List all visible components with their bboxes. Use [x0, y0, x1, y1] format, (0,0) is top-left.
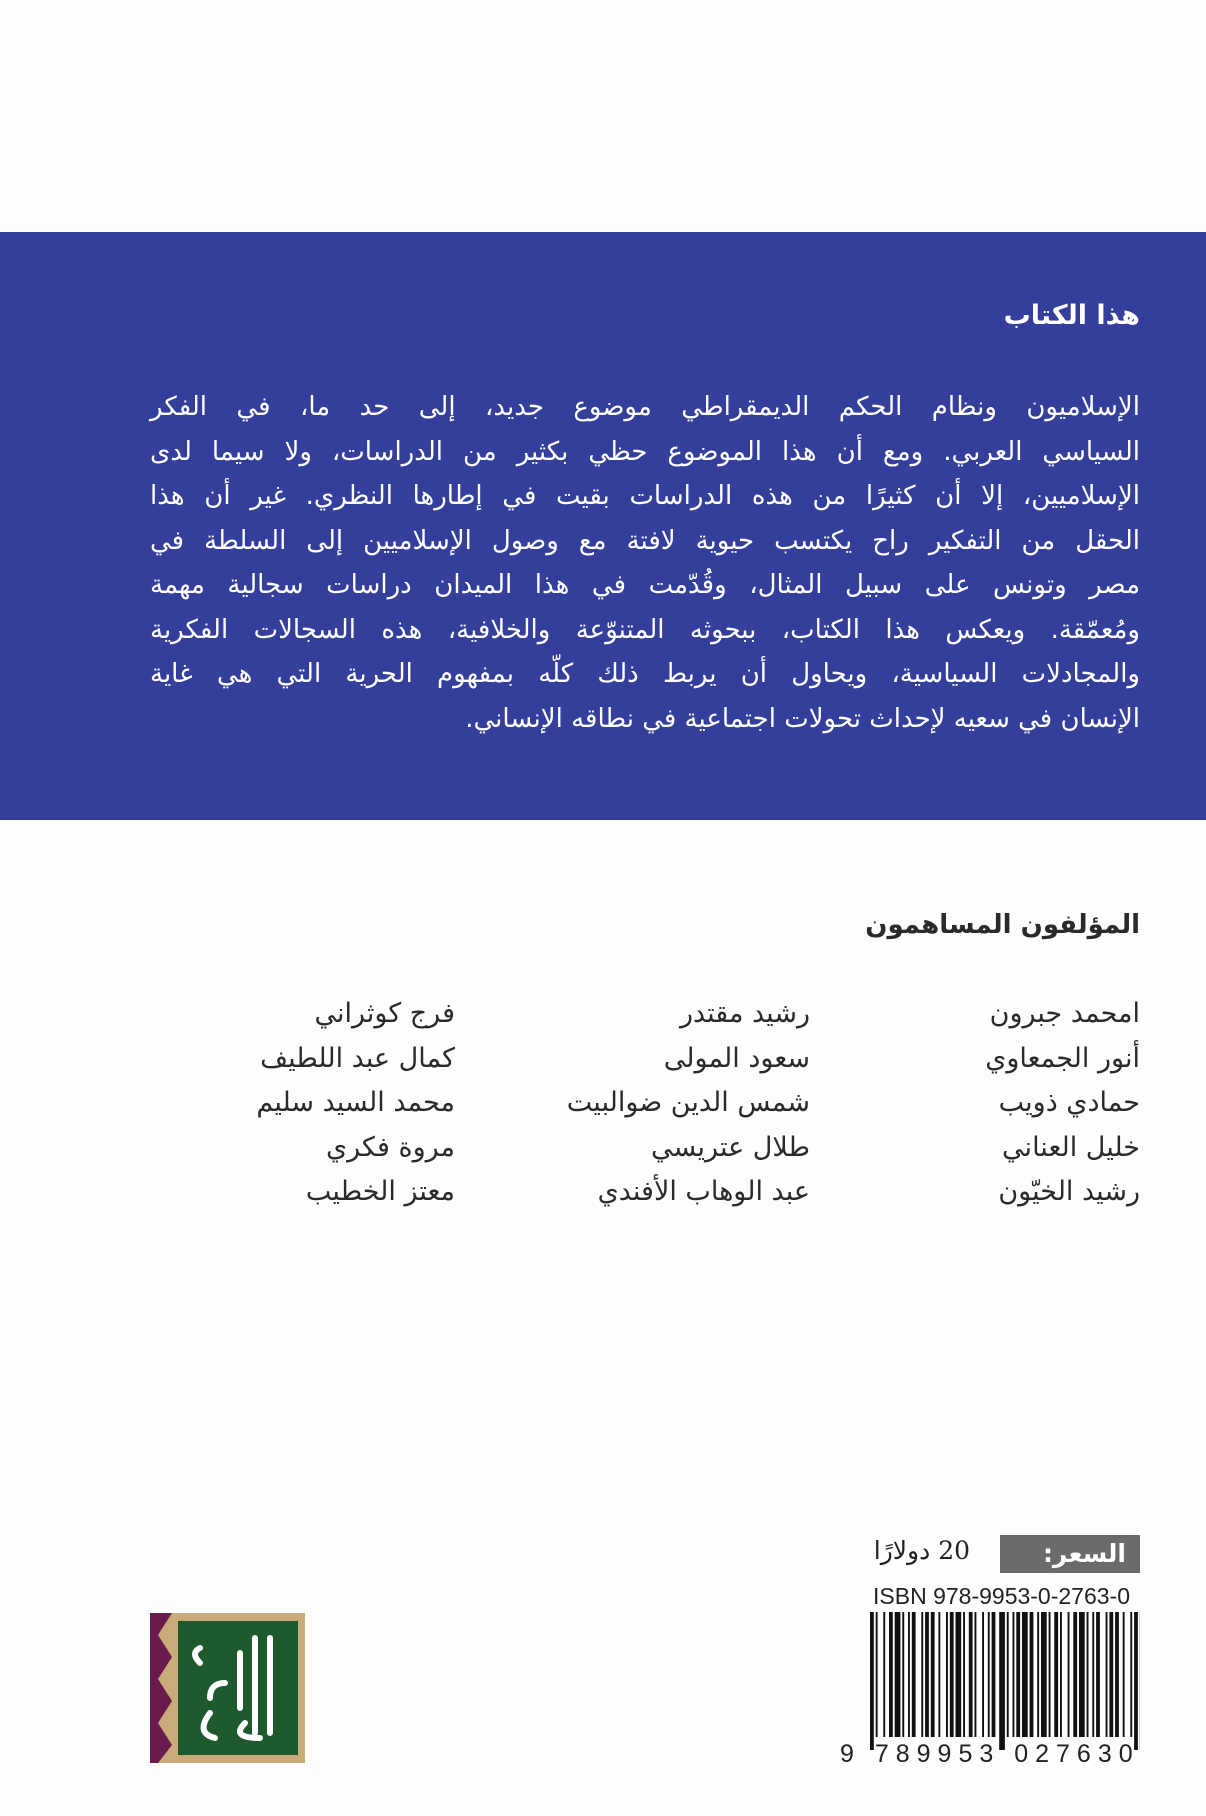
contributor-name: معتز الخطيب: [305, 1176, 455, 1207]
contributor-name: سعود المولى: [663, 1042, 810, 1074]
barcode-bar: [925, 1612, 929, 1737]
contributor-name: شمس الدين ضوالبيت: [566, 1087, 810, 1118]
barcode-bar: [988, 1612, 990, 1737]
barcode-bar: [956, 1612, 962, 1737]
contributor-name: أنور الجمعاوي: [985, 1042, 1140, 1074]
barcode-bar: [870, 1612, 874, 1750]
barcode-bar: [1109, 1612, 1113, 1737]
barcode-bar: [1041, 1612, 1047, 1737]
barcode-bar: [902, 1612, 904, 1737]
barcode: [870, 1612, 1140, 1750]
barcode-bar: [938, 1612, 940, 1737]
barcode-bar: [1037, 1612, 1039, 1737]
barcode-bar: [999, 1612, 1005, 1750]
barcode-bar: [1087, 1612, 1089, 1737]
contributor-name: رشيد مقتدر: [679, 998, 810, 1029]
contributor-name: امحمد جبرون: [989, 998, 1140, 1029]
about-title: هذا الكتاب: [1003, 300, 1140, 331]
contributor-name: طلال عتريسي: [650, 1131, 810, 1163]
contributor-name: فرج كوثراني: [314, 998, 455, 1029]
barcode-bar: [895, 1612, 901, 1737]
contributor-name: خليل العناني: [1002, 1131, 1140, 1163]
contributor-name: محمد السيد سليم: [256, 1087, 455, 1118]
contributor-name: عبد الوهاب الأفندي: [597, 1176, 810, 1207]
paragraph-line: الإسلاميون ونظام الحكم الديمقراطي موضوع جديد، إلى حد ما، في الفكر: [150, 392, 1140, 422]
barcode-bar: [982, 1612, 984, 1737]
barcode-bar: [975, 1612, 977, 1737]
isbn: ISBN 978-9953-0-2763-0: [873, 1583, 1130, 1609]
contributors-title: المؤلفون المساهمون: [865, 910, 1140, 940]
barcode-bar: [889, 1612, 893, 1737]
contributor-name: حمادي ذويب: [998, 1087, 1140, 1118]
barcode-bar: [876, 1612, 878, 1737]
paragraph-line: الإسلاميين، إلا أن كثيرًا من هذه الدراسات بقيت في إطارها النظري. غير أن هذا: [150, 481, 1140, 511]
barcode-bar: [1073, 1612, 1077, 1737]
paragraph-line: والمجادلات السياسية، ويحاول أن يربط ذلك كلّه بمفهوم الحرية التي هي غاية: [150, 659, 1140, 689]
barcode-bar: [1013, 1612, 1015, 1737]
barcode-bar: [1068, 1612, 1070, 1737]
barcode-bar: [1096, 1612, 1100, 1737]
contributors-column-3: [256, 992, 455, 1215]
paragraph-line: السياسي العربي. ومع أن هذا الموضوع حظي بكثير من الدراسات، ولا سيما لدى: [150, 436, 1140, 467]
barcode-bar: [1123, 1612, 1125, 1737]
paragraph-line: ومُعمّقة. ويعكس هذا الكتاب، ببحوثه المتنوّعة والخلافية، هذه السجالات الفكرية: [150, 614, 1140, 645]
barcode-bar: [912, 1612, 916, 1737]
barcode-bar: [1022, 1612, 1028, 1737]
barcode-bar: [931, 1612, 935, 1737]
barcode-digits: 9 789953 027630: [840, 1740, 1140, 1768]
barcode-bar: [969, 1612, 973, 1737]
barcode-bar: [1016, 1612, 1020, 1737]
paragraph-line: الحقل من التفكير راح يكتسب حيوية لافتة مع وصول الإسلاميين إلى السلطة في: [150, 525, 1140, 556]
barcode-bar: [1134, 1612, 1138, 1750]
paragraph-line: مصر وتونس على سبيل المثال، وقُدّمت في هذا الميدان دراسات سجالية مهمة: [150, 570, 1140, 600]
price-label: السعر:: [1000, 1535, 1140, 1573]
barcode-bar: [946, 1612, 948, 1737]
barcode-bar: [1060, 1612, 1062, 1737]
barcode-bar: [1079, 1612, 1085, 1737]
barcode-bar: [1106, 1612, 1108, 1737]
barcode-bar: [1115, 1612, 1119, 1737]
paragraph-line: الإنسان في سعيه لإحداث تحولات اجتماعية في نطاقه الإنساني.: [465, 703, 1140, 734]
contributors-column-1: [985, 992, 1140, 1215]
barcode-bar: [1030, 1612, 1034, 1737]
barcode-bar: [1092, 1612, 1094, 1737]
barcode-bar: [950, 1612, 954, 1737]
contributors-column-2: [567, 992, 810, 1215]
price-value: 20 دولارًا: [873, 1536, 970, 1565]
barcode-bar: [963, 1612, 965, 1737]
contributor-name: مروة فكري: [326, 1131, 455, 1163]
contributor-name: كمال عبد اللطيف: [260, 1042, 455, 1074]
barcode-bar: [1007, 1612, 1009, 1737]
barcode-bar: [908, 1612, 910, 1737]
contributor-name: رشيد الخيّون: [998, 1176, 1140, 1207]
barcode-bar: [1130, 1612, 1132, 1737]
publisher-logo: [150, 1613, 305, 1763]
barcode-bar: [992, 1612, 996, 1737]
barcode-bar: [1054, 1612, 1058, 1737]
barcode-bar: [883, 1612, 885, 1737]
about-paragraph: [150, 385, 1140, 741]
barcode-bar: [1049, 1612, 1051, 1737]
barcode-bar: [921, 1612, 923, 1737]
